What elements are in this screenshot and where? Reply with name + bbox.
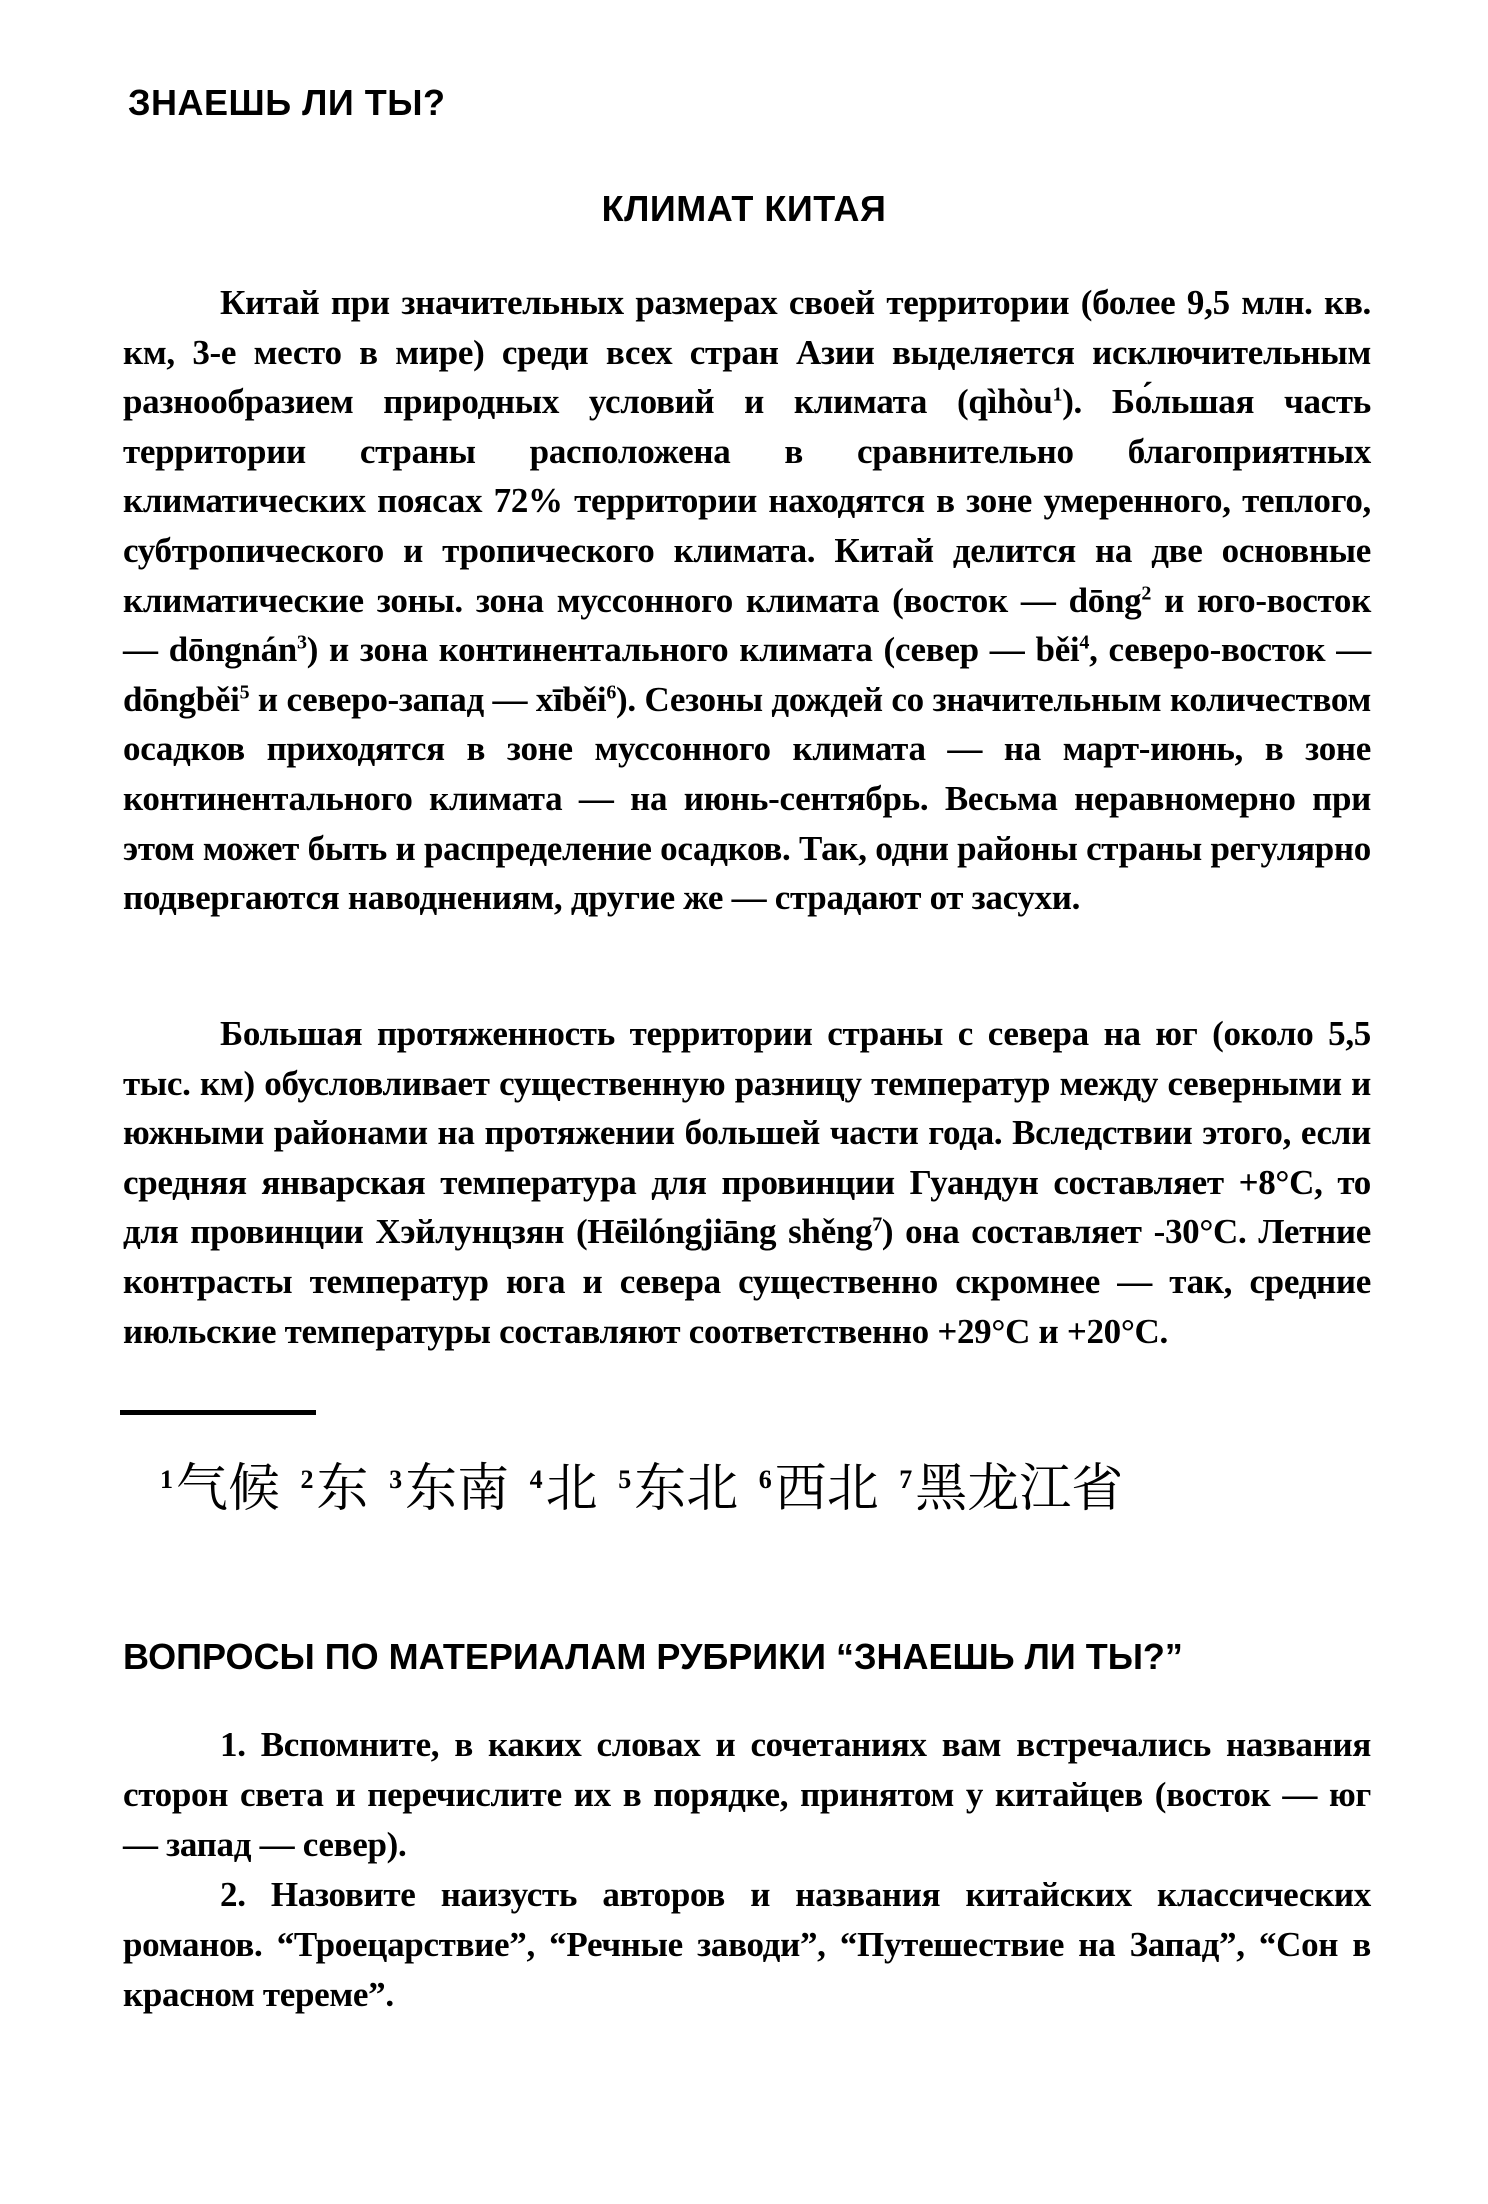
footnote-hanzi: 北: [545, 1459, 598, 1519]
p1-text-7: ). Сезоны дождей со значительным количеством осадков приходятся в зоне муссонного климата — на март-июнь, в зоне континентального климата — на июнь-сентябрь. Весьма неравномерно при этом может быть и распределение осадков. Так, одни районы страны регулярно подвергаются наводнениям, другие же — страдают от засухи.: [123, 679, 1371, 918]
footnote-3: [389, 1446, 509, 1521]
footnote-divider: [120, 1410, 316, 1415]
footnote-hanzi: 西北: [774, 1459, 879, 1519]
p2-text-1: Большая протяженность территории страны с севера на юг (около 5,5 тыс. км) обусловливает существенную разницу температур между северными и южными районами на протяжении большей части года. Вследствии этого, если средняя январская температура для провинции Гуандун составляет +8°С, то для провинции Хэйлунцзян (Hēilóngjiāng shěng: [123, 1014, 1371, 1252]
footnote-ref-1: 1: [1052, 383, 1063, 406]
footnote-ref-7: 7: [872, 1213, 882, 1236]
footnote-ref-3: 3: [296, 631, 307, 654]
footnote-hanzi: 东: [316, 1459, 369, 1519]
p1-text-2: ). Бо́льшая часть территории страны расположена в сравнительно благоприятных климатических поясах 72% территории находятся в зоне умеренного, теплого, субтропического и тропического климата. Китай делится на две основные климатические зоны. зона муссонного климата (восток — dōng: [123, 382, 1371, 620]
footnote-number: 4: [529, 1465, 543, 1494]
footnote-hanzi: 气候: [176, 1459, 281, 1519]
footnote-ref-4: 4: [1079, 631, 1090, 654]
article-paragraph-1: [123, 278, 1371, 923]
article-title: КЛИМАТ КИТАЯ: [601, 188, 887, 229]
footnote-1: [160, 1446, 280, 1521]
footnote-ref-5: 5: [239, 681, 250, 704]
footnote-ref-2: 2: [1141, 581, 1152, 604]
footnote-number: 3: [389, 1465, 403, 1494]
questions-heading: ВОПРОСЫ ПО МАТЕРИАЛАМ РУБРИКИ “ЗНАЕШЬ ЛИ ТЫ?”: [123, 1636, 1183, 1677]
footnote-hanzi: 东北: [634, 1459, 739, 1519]
p1-text-3: и юго-восток — dōngnán: [123, 580, 1371, 670]
footnote-5: [618, 1446, 738, 1521]
footnote-number: 6: [758, 1465, 772, 1494]
footnote-4: [530, 1446, 598, 1521]
footnotes-line: [160, 1446, 1360, 1521]
p1-text-6: и северо-запад — xīběi: [249, 679, 607, 719]
question-item: 2. Назовите наизусть авторов и названия китайских классических романов. “Троецарствие”, “Речные заводи”, “Путешествие на Запад”, “Сон в красном тереме”.: [123, 1875, 1371, 2014]
footnote-hanzi: 东南: [405, 1459, 510, 1519]
footnote-hanzi: 黑龙江省: [915, 1459, 1124, 1519]
footnote-number: 1: [160, 1465, 173, 1494]
footnote-number: 2: [300, 1465, 314, 1494]
p1-text-4: ) и зона континентального климата (север — běi: [306, 630, 1080, 670]
question-item: 1. Вспомните, в каких словах и сочетаниях вам встречались названия сторон света и перечислите их в порядке, принятом у китайцев (восток — юг — запад — север).: [123, 1725, 1371, 1864]
footnote-number: 5: [618, 1465, 632, 1494]
footnote-7: [899, 1446, 1123, 1521]
section-label: ЗНАЕШЬ ЛИ ТЫ?: [128, 82, 446, 123]
footnote-6: [759, 1446, 879, 1521]
footnote-ref-6: 6: [606, 681, 617, 704]
questions-list: [123, 1720, 1371, 2020]
p1-text-1: Китай при значительных размерах своей территории (более 9,5 млн. кв. км, 3-е место в мире) среди всех стран Азии выделяется исключительным разнообразием природных условий и климата (qìhòu: [123, 283, 1371, 422]
footnote-2: [301, 1446, 369, 1521]
footnote-number: 7: [899, 1465, 913, 1494]
p2-text-2: ) она составляет -30°С. Летние контрасты температур юга и севера существенно скромнее — так, средние июльские температуры составляют соответственно +29°С и +20°С.: [123, 1212, 1371, 1351]
p1-text-5: , северо-восток — dōngběi: [123, 630, 1371, 719]
article-paragraph-2: [123, 1009, 1371, 1356]
